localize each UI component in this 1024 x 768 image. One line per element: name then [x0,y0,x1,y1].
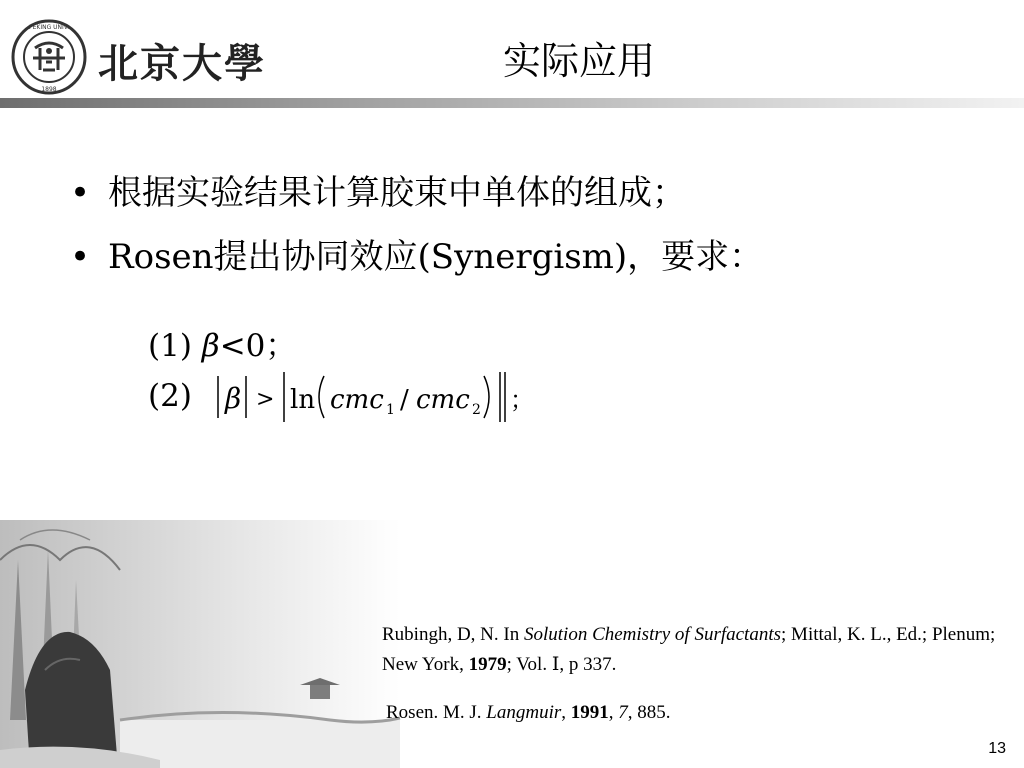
formula-sub2: 2 [472,402,481,418]
ref1-publisher: ; Mittal, K. L., Ed.; Plenum; New York, [382,624,996,675]
ref2-journal: Langmuir [486,702,562,723]
formula-greater-than: > [256,387,275,412]
university-seal-icon [10,18,88,96]
ref2-sep1: , [561,702,571,723]
formula-beta: β [225,382,242,415]
ref1-authors: Rubingh, D, N. In [382,624,524,645]
ref2-sep2: , [608,702,619,723]
reference-rosen [386,698,671,728]
synergism-formula [210,368,534,428]
page-number: 13 [988,740,1006,757]
decorative-landscape-image [0,520,400,768]
slide-title: 实际应用 [503,39,656,83]
formula-semicolon: ； [510,386,534,414]
ref1-year: 1979 [468,654,507,675]
ref1-tail: ; Vol. Ⅰ, p 337. [506,654,617,675]
condition-1-beta: β [201,328,220,364]
bullet-list [70,173,764,304]
ref2-year: 1991 [570,702,609,723]
condition-1-label: (1) [148,328,192,364]
bullet-text: Rosen提出协同效应(Synergism)，要求： [108,237,764,277]
bullet-marker: • [70,173,91,213]
formula-slash: / [400,385,409,415]
bullet-text: 根据实验结果计算胶束中单体的组成； [108,173,686,213]
bullet-item [70,237,764,277]
formula-ln: ln [290,385,316,415]
ref2-tail: , 885. [627,702,671,723]
bullet-marker: • [70,237,91,277]
condition-1 [148,320,296,365]
condition-1-rest: <0； [219,328,297,364]
formula-cmc1: cmc [330,385,384,415]
ref1-book-title: Solution Chemistry of Surfactants [523,624,782,645]
header-divider [0,98,1024,108]
reference-rubingh [382,620,1007,680]
ref2-authors: Rosen. M. J. [386,702,487,723]
formula-sub1: 1 [386,402,395,418]
condition-2-label: (2) [148,378,192,414]
bullet-item [70,173,763,213]
ref2-volume: 7 [618,702,628,723]
university-logo-text: 北京大學 [98,40,266,87]
formula-cmc2: cmc [416,385,470,415]
svg-text:PEKING UNIV.: PEKING UNIV. [28,24,70,31]
svg-text:1898: 1898 [41,86,57,93]
